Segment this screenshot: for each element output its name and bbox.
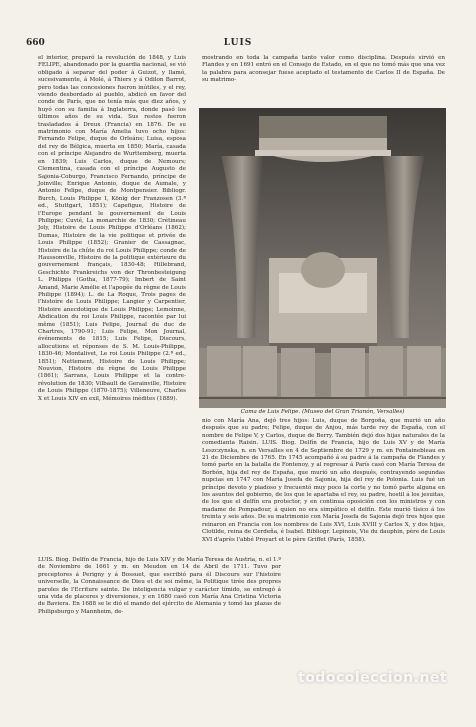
bottom-left-paragraph: LUIS. Biog. Delfín de Francia, hijo de Luis XIV y de María Teresa de Austria, n. el 1.º de Noviembre de 1661 y m. en Meudon en 14 de Abril de 1711. Tuvo por preceptores á Perigny y á Bossuet, que escribió para él Discours sur l'histoire universelle, la Connaissance de Dieu et de soi même, la Politique tirée des propres paroles de l'Ecriture sainte. De inteligencia vulgar y carácter tímido, se entregó á una vida de placeres y diversiones, y en 1680 casó con María Ana Cristina Victoria de Baviera. En 1688 se le dió el mando del ejército de Alemania y tomó las plazas de Philipsburgo y Mannheim, de- (38, 557, 281, 615)
left-column-paragraph: el interior, preparó la revolución de 1848, y Luis FELIPE, abandonado por la guardia nacional, se vió obligado á separar del poder á Guizot, y llamó, sucesivamente, á Molé, á Thiers y á Odilon Barrot, pero todas las concesiones fueron inútiles, y el rey, viendo desbordado al pueblo, abdicó en favor del conde de París, que no tenía más que diez años, y huyó con su familia á Inglaterra, donde pasó los últimos años de su vida. Sus restos fueron trasladados á Dreux (Francia) en 1876. De su matrimonio con María Amelia tuvo ocho hijos: Fernando Felipe, duque de Orleáns; Luisa, esposa del rey de Bélgica, muerta en 1850; María, casada con el príncipe Alejandro de Wurttemberg, muerta en 1839; Luis Carlos, duque de Nemours; Clementina, casada con el príncipe Augusto de Sajonia-Coburgo, Francisco Fernando, príncipe de Joinville; Enrique Antonio, duque de Aumale, y Antonio Felipe, duque de Montpensier. Bibliogr. Burch, Louis Philippe I, König der Franzosen (3.ª ed., Stuttgart, 1851); Capefigue, Histoire de l'Europe pendant le gouvernement de Louis Philippe; Cuvié, La monarchie de 1830; Crétineau Joly, Histoire de Louis Philippe d'Orléans (1862); Dumas, Histoire de la vie politique et privée de Louis Philippe (1852); Granier de Cassagnac, Histoire de la chûte du roi Louis Philippe; conde de Haussonville, Histoire de la politique extérieure du gouvernement français, 1830-48; Hillebrand, Geschichte Frankreichs von der Thronbesteigung L. Philipps (Gotha, 1877-79); Imbert de Saint Amand, Marie Amélie et l'apogée du règne de Louis Philippe (1894); L. de La Roque, Trois pages de l'histoire de Louis Philippe; Langier y Carpentier, Histoire anecdotique de Louis Philippe; Lemoinne, Abdication du roi Louis Philippe, racontée par lui même (1851); Luis Felipe, Journal du duc de Chartres, 1790-91; Luis Felipe, Mon Journal, événements de 1815; Luis Felipe, Discours, allocutions et réponses de S. M. Louis-Philippe, 1830-46; Montalivet, Le roi Louis Philippe (2.ª ed., 1851); Nettement, Histoire de Louis Philippe; Nouvion, Histoire du règne de Louis Philippe (1861); Sarrans, Louis Philippe et la contre-révolution de 1830; Vilbault de Gerainville, Histoire de Louis Philippe (1870-1875); Villeneuve, Charles X et Louis XIV en exil, Mémoires inédites (1889). (38, 55, 186, 402)
page-number: 660 (26, 38, 45, 48)
right-column-top-paragraph: mostrando en toda la campaña tanto valor como disciplina. Después sirvió en Flandes y en 1691 entró en el Consejo de Estado, en el que no tomó más que una vez la palabra para aconsejar fuese aceptado el testamento de Carlos II de España. De su matrimo- (202, 55, 445, 84)
right-column-text (202, 418, 445, 544)
bed-photograph-image (199, 108, 446, 408)
photo-caption: Cama de Luis Felipe. (Museo del Gran Trianón, Versalles) (240, 409, 405, 415)
right-column-paragraph: nio con María Ana, dejó tres hijos: Luis, duque de Borgoña, que murió un año después que su padre; Felipe, duque de Anjou, más tarde rey de España, con el nombre de Felipe V, y Carlos, duque de Berry. También dejó dos hijas naturales de la comedianta Raisin. LUIS. Biog. Delfín de Francia, hijo de Luis XV y de María Leszczynska, n. en Versalles en 4 de Septiembre de 1729 y m. en Fontainebleau en 21 de Diciembre de 1765. En 1745 acompañó á su padre á la campaña de Flandes y tomó parte en la batalla de Fontenoy, y al regresar á París casó con María Teresa de Borbón, hija del rey de España, que murió un año después, contrayendo segundas nupcias en 1747 con María Josefa de Sajonia, hija del rey de Polonia. Luis fué un príncipe devoto y piadoso y frecuentó muy poco la corte y no tomó parte alguna en los asuntos del gobierno, de los que le apartaba el rey, su padre, hostil á los jesuitas, de los que el delfín era protector, y en continua oposición con los ministros y con madame de Pompadour, á quien no era simpático el delfín. Este murió tísico á los treinta y seis años. De su matrimonio con María Josefa de Sajonia dejó tres hijos que reinaron en Francia con los nombres de Luis XVI, Luis XVIII y Carlos X, y dos hijas, Clotilde, reina de Cerdeña, é Isabel. Bibliogr. Lepinois, Vie du dauphin, père de Louis XVI d'après l'abbé Proyart et le père Griffet (París, 1858). (202, 418, 445, 543)
left-column-text (38, 55, 186, 403)
bottom-left-text (38, 557, 281, 616)
watermark: todocoleccion.net (298, 670, 448, 686)
bed-photograph (199, 108, 446, 408)
running-head: LUIS (223, 38, 253, 48)
right-column-top-text (202, 55, 445, 85)
